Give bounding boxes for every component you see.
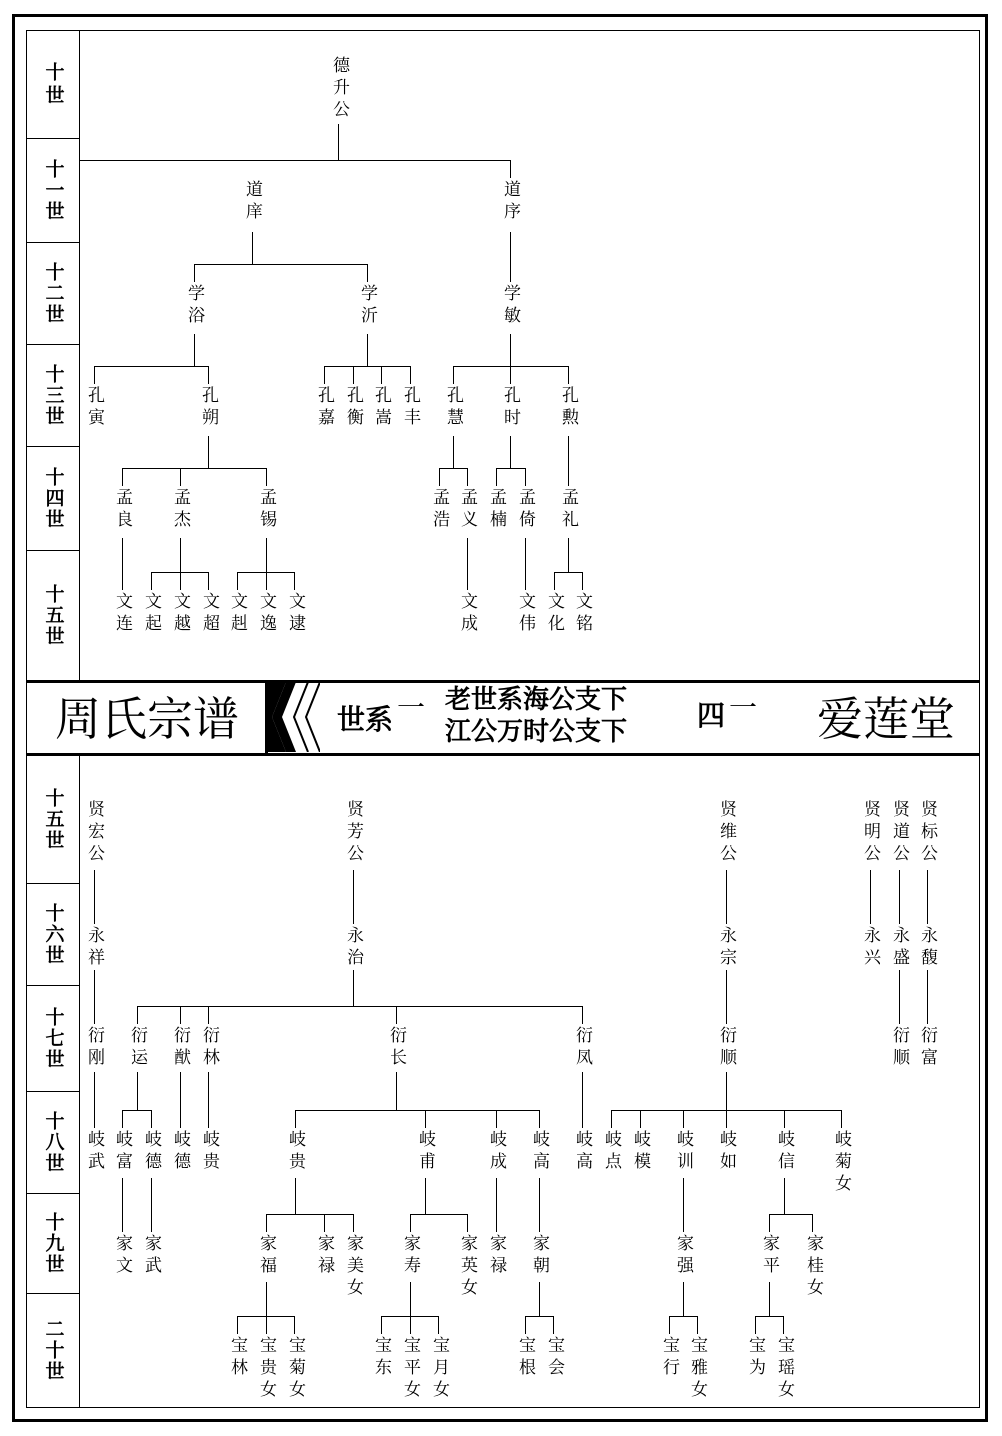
tree-line xyxy=(683,1178,684,1232)
person-name: 岐高 xyxy=(572,1130,592,1174)
tree-line xyxy=(137,1006,583,1007)
page-mark: 一 xyxy=(729,691,758,724)
tree-line xyxy=(353,366,354,384)
tree-line xyxy=(151,572,152,590)
tree-line xyxy=(338,124,339,160)
person-name: 孔嘉 xyxy=(314,386,334,430)
gen-cell xyxy=(27,986,79,1092)
tree-line xyxy=(353,970,354,1006)
person-name: 孟良 xyxy=(112,488,132,532)
gen-cell xyxy=(27,31,79,139)
tree-line xyxy=(783,1316,784,1334)
tree-line xyxy=(410,1214,411,1232)
person-name: 家英女 xyxy=(457,1234,477,1300)
person-name: 岐贵 xyxy=(285,1130,305,1174)
tree-line xyxy=(769,1214,770,1232)
tree-line xyxy=(237,1316,238,1334)
tree-line xyxy=(553,1316,554,1334)
tree-line xyxy=(94,1072,95,1128)
person-name: 家禄 xyxy=(486,1234,506,1278)
person-name: 道序 xyxy=(500,180,520,224)
gen-label: 十二世 xyxy=(42,262,65,325)
tree-line xyxy=(539,1178,540,1232)
tree-line xyxy=(439,468,440,486)
tree-line xyxy=(410,1316,411,1334)
person-name: 学沂 xyxy=(357,284,377,328)
tree-line xyxy=(180,468,181,486)
tree-line xyxy=(180,572,181,590)
tree-line xyxy=(812,1214,813,1232)
tree-line xyxy=(525,468,526,486)
person-name: 孟义 xyxy=(457,488,477,532)
tree-line xyxy=(870,870,871,924)
tree-line xyxy=(353,1214,354,1232)
gen-label: 十四世 xyxy=(42,467,65,530)
person-name: 永兴 xyxy=(860,926,880,970)
tree-line xyxy=(353,870,354,924)
person-name: 家强 xyxy=(673,1234,693,1278)
gen-label: 十七世 xyxy=(42,1007,65,1070)
person-name: 道庠 xyxy=(242,180,262,224)
tree-line xyxy=(683,1282,684,1316)
generation-column-top xyxy=(27,31,79,680)
tree-line xyxy=(208,572,209,590)
tree-line xyxy=(899,970,900,1024)
tree-line xyxy=(510,366,511,384)
tree-line xyxy=(554,572,555,590)
tree-line xyxy=(539,1282,540,1316)
gen-cell xyxy=(27,884,79,986)
tree-line xyxy=(582,1006,583,1024)
tree-line xyxy=(582,572,583,590)
tree-line xyxy=(425,1110,426,1128)
tree-line xyxy=(396,1006,397,1024)
person-name: 宝东 xyxy=(371,1336,391,1380)
tree-line xyxy=(640,1110,641,1128)
person-name: 孟礼 xyxy=(558,488,578,532)
person-name: 宝瑶女 xyxy=(774,1336,794,1402)
tree-line xyxy=(669,1316,698,1317)
tree-line xyxy=(496,468,497,486)
person-name: 岐甫 xyxy=(415,1130,435,1174)
person-name: 孟锡 xyxy=(256,488,276,532)
tree-line xyxy=(769,1282,770,1316)
person-name: 岐高 xyxy=(529,1130,549,1174)
person-name: 贤明公 xyxy=(860,800,880,866)
tree-line xyxy=(237,572,238,590)
person-name: 宝根 xyxy=(515,1336,535,1380)
gen-cell xyxy=(27,345,79,447)
person-name: 家武 xyxy=(141,1234,161,1278)
tree-line xyxy=(324,366,411,367)
tree-line xyxy=(266,572,267,590)
tree-line xyxy=(266,468,267,486)
tree-line xyxy=(467,1214,468,1232)
gen-label: 二十世 xyxy=(42,1319,65,1382)
tree-line xyxy=(438,1316,439,1334)
tree-line xyxy=(194,264,195,282)
person-name: 德升公 xyxy=(329,56,349,122)
person-name: 宝月女 xyxy=(429,1336,449,1402)
tree-line xyxy=(266,1214,267,1232)
tree-line xyxy=(726,1110,727,1128)
tree-line xyxy=(726,870,727,924)
section-mark: 一 xyxy=(397,691,426,724)
gen-label: 十三世 xyxy=(42,364,65,427)
tree-line xyxy=(194,264,368,265)
tree-line xyxy=(324,1214,325,1232)
person-name: 孟杰 xyxy=(170,488,190,532)
person-name: 孔慧 xyxy=(443,386,463,430)
gen-cell xyxy=(27,551,79,680)
tree-line xyxy=(453,436,454,468)
tree-line xyxy=(568,538,569,572)
tree-line xyxy=(367,334,368,366)
person-name: 孔时 xyxy=(500,386,520,430)
person-name: 孟浩 xyxy=(429,488,449,532)
tree-line xyxy=(294,572,295,590)
tree-line xyxy=(94,366,209,367)
gen-label: 十八世 xyxy=(42,1111,65,1174)
person-name: 文逸 xyxy=(256,592,276,636)
tree-line xyxy=(122,1110,123,1128)
person-name: 文超 xyxy=(199,592,219,636)
tree-line xyxy=(122,468,123,486)
person-name: 衍林 xyxy=(199,1026,219,1070)
person-name: 岐富 xyxy=(112,1130,132,1174)
gen-label: 十九世 xyxy=(42,1212,65,1275)
person-name: 衍长 xyxy=(386,1026,406,1070)
tree-line xyxy=(137,1072,138,1110)
person-name: 贤道公 xyxy=(889,800,909,866)
tree-line xyxy=(697,1316,698,1334)
gen-label: 十六世 xyxy=(42,903,65,966)
tree-line xyxy=(410,1282,411,1316)
tree-line xyxy=(726,970,727,1024)
tree-line xyxy=(396,1072,397,1110)
tree-line xyxy=(208,1006,209,1024)
tree-line xyxy=(568,436,569,486)
tree-line xyxy=(410,366,411,384)
tree-line xyxy=(208,1072,209,1128)
person-name: 学浴 xyxy=(184,284,204,328)
tree-line xyxy=(180,1072,181,1128)
person-name: 文铭 xyxy=(572,592,592,636)
tree-line xyxy=(94,366,95,384)
tree-line xyxy=(295,1110,540,1111)
gen-cell xyxy=(27,1194,79,1294)
tree-line xyxy=(899,870,900,924)
person-name: 衍富 xyxy=(917,1026,937,1070)
person-name: 永盛 xyxy=(889,926,909,970)
tree-line xyxy=(669,1316,670,1334)
tree-line xyxy=(266,538,267,572)
banner xyxy=(27,680,980,756)
tree-line xyxy=(525,1316,526,1334)
person-name: 岐训 xyxy=(673,1130,693,1174)
tree-line xyxy=(252,232,253,264)
gen-divider-bottom xyxy=(79,756,80,1407)
tree-line xyxy=(496,1110,497,1128)
tree-line xyxy=(510,436,511,468)
person-name: 孔衡 xyxy=(343,386,363,430)
person-name: 文越 xyxy=(170,592,190,636)
person-name: 岐德 xyxy=(170,1130,190,1174)
person-name: 贤芳公 xyxy=(343,800,363,866)
person-name: 宝林 xyxy=(227,1336,247,1380)
page-number: 四 xyxy=(697,699,726,732)
tree-line xyxy=(122,1110,152,1111)
tree-line xyxy=(94,970,95,1024)
person-name: 岐武 xyxy=(84,1130,104,1174)
gen-cell xyxy=(27,1294,79,1407)
tree-line xyxy=(324,366,325,384)
person-name: 家福 xyxy=(256,1234,276,1278)
person-name: 衍刚 xyxy=(84,1026,104,1070)
person-name: 家桂女 xyxy=(803,1234,823,1300)
tree-line xyxy=(496,468,526,469)
tree-line xyxy=(80,160,511,161)
person-name: 宝雅女 xyxy=(687,1336,707,1402)
tree-line xyxy=(726,1072,727,1110)
tree-line xyxy=(496,1178,497,1232)
tree-line xyxy=(410,1214,468,1215)
tree-line xyxy=(180,1006,181,1024)
person-name: 宝为 xyxy=(745,1336,765,1380)
tree-line xyxy=(784,1178,785,1214)
tree-line xyxy=(122,468,267,469)
tree-line xyxy=(927,970,928,1024)
gen-label: 十世 xyxy=(42,61,65,108)
person-name: 永馥 xyxy=(917,926,937,970)
tree-line xyxy=(683,1110,684,1128)
branch-line-1: 老世系海公支下 xyxy=(445,685,628,715)
person-name: 孔寅 xyxy=(84,386,104,430)
person-name: 衍运 xyxy=(127,1026,147,1070)
person-name: 岐模 xyxy=(630,1130,650,1174)
person-name: 文成 xyxy=(457,592,477,636)
gen-cell xyxy=(27,139,79,243)
gen-cell xyxy=(27,243,79,345)
person-name: 永宗 xyxy=(716,926,736,970)
tree-line xyxy=(568,366,569,384)
tree-line xyxy=(467,468,468,486)
tree-line xyxy=(784,1110,785,1128)
person-name: 文逮 xyxy=(285,592,305,636)
gen-label: 十五世 xyxy=(42,584,65,647)
person-name: 家平 xyxy=(759,1234,779,1278)
tree-line xyxy=(137,1006,138,1024)
tree-line xyxy=(180,538,181,572)
person-name: 孔勲 xyxy=(558,386,578,430)
person-name: 岐德 xyxy=(141,1130,161,1174)
person-name: 贤宏公 xyxy=(84,800,104,866)
tree-line xyxy=(927,870,928,924)
branch-line-2: 江公万时公支下 xyxy=(445,717,628,747)
tree-line xyxy=(122,538,123,590)
person-name: 宝平女 xyxy=(400,1336,420,1402)
tree-line xyxy=(510,160,511,178)
tree-line xyxy=(755,1316,784,1317)
person-name: 宝会 xyxy=(544,1336,564,1380)
person-name: 岐成 xyxy=(486,1130,506,1174)
tree-line xyxy=(194,334,195,366)
gen-cell xyxy=(27,756,79,884)
tree-line xyxy=(525,538,526,590)
person-name: 宝菊女 xyxy=(285,1336,305,1402)
tree-line xyxy=(381,1316,382,1334)
tree-line xyxy=(510,334,511,366)
tree-line xyxy=(425,1178,426,1214)
person-name: 家禄 xyxy=(314,1234,334,1278)
tree-line xyxy=(122,1178,123,1232)
tree-line xyxy=(295,1178,296,1214)
tree-line xyxy=(151,1178,152,1232)
tree-line xyxy=(453,366,569,367)
person-name: 家文 xyxy=(112,1234,132,1278)
person-name: 贤标公 xyxy=(917,800,937,866)
tree-line xyxy=(841,1110,842,1128)
person-name: 家朝 xyxy=(529,1234,549,1278)
gen-cell xyxy=(27,1092,79,1194)
tree-line xyxy=(208,366,209,384)
tree-line xyxy=(381,366,382,384)
person-name: 孔嵩 xyxy=(371,386,391,430)
tree-line xyxy=(467,538,468,590)
tree-line xyxy=(582,1072,583,1128)
person-name: 学敏 xyxy=(500,284,520,328)
person-name: 孟楠 xyxy=(486,488,506,532)
person-name: 岐贵 xyxy=(199,1130,219,1174)
book-title: 周氏宗谱 xyxy=(55,692,239,746)
person-name: 永祥 xyxy=(84,926,104,970)
banner-arrow-icon xyxy=(268,682,320,752)
person-name: 家美女 xyxy=(343,1234,363,1300)
tree-line xyxy=(554,572,583,573)
person-name: 文化 xyxy=(544,592,564,636)
person-name: 家寿 xyxy=(400,1234,420,1278)
tree-line xyxy=(367,264,368,282)
person-name: 贤维公 xyxy=(716,800,736,866)
gen-cell xyxy=(27,447,79,551)
tree-line xyxy=(94,870,95,924)
person-name: 衍凤 xyxy=(572,1026,592,1070)
person-name: 衍顺 xyxy=(716,1026,736,1070)
tree-line xyxy=(439,468,468,469)
tree-line xyxy=(266,1316,267,1334)
person-name: 宝行 xyxy=(659,1336,679,1380)
person-name: 衍猷 xyxy=(170,1026,190,1070)
person-name: 岐菊女 xyxy=(831,1130,851,1196)
person-name: 文连 xyxy=(112,592,132,636)
tree-line xyxy=(769,1214,813,1215)
tree-line xyxy=(453,366,454,384)
person-name: 衍顺 xyxy=(889,1026,909,1070)
person-name: 文起 xyxy=(141,592,161,636)
tree-line xyxy=(151,1110,152,1128)
tree-line xyxy=(510,232,511,282)
person-name: 文赳 xyxy=(227,592,247,636)
generation-column-bottom xyxy=(27,756,79,1407)
tree-line xyxy=(266,1214,353,1215)
hall-name: 爱莲堂 xyxy=(817,692,955,746)
tree-line xyxy=(755,1316,756,1334)
tree-line xyxy=(266,1282,267,1316)
tree-line xyxy=(525,1316,554,1317)
person-name: 宝贵女 xyxy=(256,1336,276,1402)
gen-label: 十一世 xyxy=(42,159,65,222)
person-name: 岐点 xyxy=(601,1130,621,1174)
person-name: 孟倚 xyxy=(515,488,535,532)
person-name: 文伟 xyxy=(515,592,535,636)
person-name: 永治 xyxy=(343,926,363,970)
gen-label: 十五世 xyxy=(42,788,65,851)
person-name: 孔丰 xyxy=(400,386,420,430)
gen-divider-top xyxy=(79,31,80,680)
tree-line xyxy=(539,1110,540,1128)
tree-line xyxy=(611,1110,612,1128)
tree-line xyxy=(294,1316,295,1334)
person-name: 岐如 xyxy=(716,1130,736,1174)
section-label: 世系 xyxy=(337,703,394,736)
person-name: 孔朔 xyxy=(198,386,218,430)
tree-line xyxy=(208,436,209,468)
person-name: 岐信 xyxy=(774,1130,794,1174)
tree-line xyxy=(295,1110,296,1128)
